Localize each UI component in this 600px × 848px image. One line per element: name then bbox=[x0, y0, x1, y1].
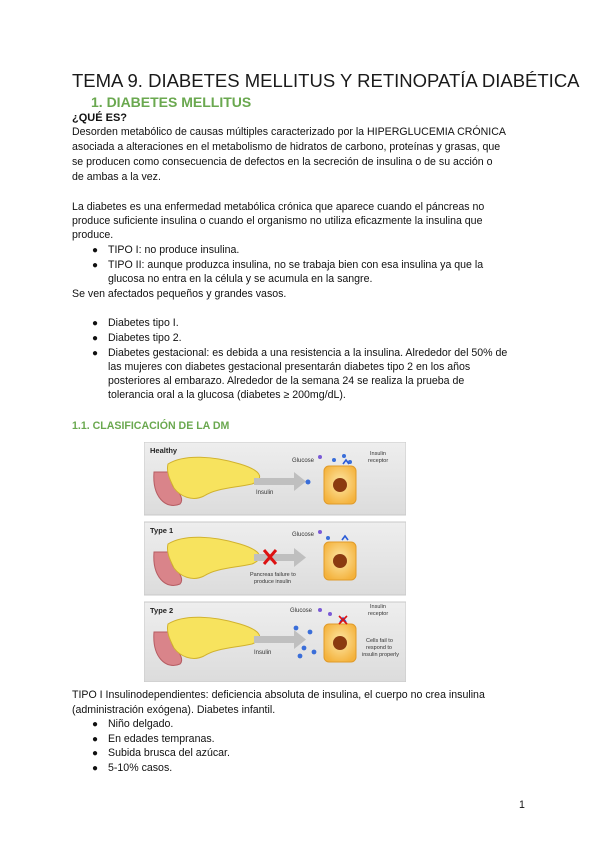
page-title: TEMA 9. DIABETES MELLITUS Y RETINOPATÍA DIABÉTICA bbox=[72, 70, 580, 91]
fig-label-receptor: receptor bbox=[368, 611, 389, 617]
bullet: ● bbox=[92, 763, 99, 774]
fig-label-receptor: Insulin bbox=[370, 451, 386, 457]
fig-label-receptor: receptor bbox=[368, 458, 389, 464]
list-item: 5-10% casos. bbox=[108, 762, 173, 774]
bullet: ● bbox=[92, 348, 99, 359]
bullet: ● bbox=[92, 333, 99, 344]
bullet: ● bbox=[92, 260, 99, 271]
fig-label-failure: produce insulin bbox=[254, 579, 291, 585]
fig-label-receptor: Insulin bbox=[370, 604, 386, 610]
bullet: ● bbox=[92, 318, 99, 329]
paragraph-line: produce. bbox=[72, 229, 114, 241]
fig-label-cells-fail: Cells fail to bbox=[366, 638, 393, 644]
fig-label-glucose: Glucose bbox=[290, 608, 313, 614]
fig-label-healthy: Healthy bbox=[150, 446, 178, 455]
fig-label-glucose: Glucose bbox=[292, 458, 315, 464]
diabetes-types-figure bbox=[144, 442, 406, 682]
list-item-tipo-2-cont: glucosa no entra en la célula y se acumula en la sangre. bbox=[108, 273, 373, 285]
bullet: ● bbox=[92, 734, 99, 745]
paragraph-vasos: Se ven afectados pequeños y grandes vasos. bbox=[72, 288, 287, 300]
panel-type-2 bbox=[144, 602, 406, 682]
fig-label-insulin: Insulin bbox=[254, 650, 272, 656]
list-item: Niño delgado. bbox=[108, 718, 174, 730]
section-heading-diabetes-mellitus: 1. DIABETES MELLITUS bbox=[91, 94, 252, 110]
paragraph-tipo-1-cont: (administración exógena). Diabetes infantil. bbox=[72, 704, 276, 716]
bullet: ● bbox=[92, 748, 99, 759]
definition-line: de ambas a la vez. bbox=[72, 171, 161, 183]
list-item-tipo-1: TIPO I: no produce insulina. bbox=[108, 244, 240, 256]
definition-line: se producen como consecuencia de defectos en la secreción de insulina o de su acción o bbox=[72, 156, 493, 168]
fig-label-cells-fail: insulin properly bbox=[362, 652, 399, 658]
definition-line: asociada a alteraciones en el metabolismo de hidratos de carbono, proteínas y grasas, que bbox=[72, 141, 501, 153]
list-item: Diabetes tipo 2. bbox=[108, 332, 182, 344]
panel-type-1 bbox=[144, 522, 406, 595]
fig-label-type-1: Type 1 bbox=[150, 526, 174, 535]
definition-line: Desorden metabólico de causas múltiples caracterizado por la HIPERGLUCEMIA CRÓNICA bbox=[72, 126, 506, 138]
list-item-tipo-2: TIPO II: aunque produzca insulina, no se trabaja bien con esa insulina ya que la bbox=[108, 259, 484, 271]
fig-label-glucose: Glucose bbox=[292, 532, 315, 538]
list-item: Diabetes tipo I. bbox=[108, 317, 179, 329]
section-heading-clasificacion: 1.1. CLASIFICACIÓN DE LA DM bbox=[72, 420, 230, 432]
fig-label-type-2: Type 2 bbox=[150, 606, 174, 615]
paragraph-tipo-1: TIPO I Insulinodependientes: deficiencia absoluta de insulina, el cuerpo no crea insulina bbox=[72, 689, 485, 701]
list-item: Diabetes gestacional: es debida a una resistencia a la insulina. Alrededor del 50% de bbox=[108, 347, 508, 359]
bullet: ● bbox=[92, 245, 99, 256]
list-item-cont: las mujeres con diabetes gestacional presentarán diabetes tipo 2 en los años bbox=[108, 361, 471, 373]
subheading-que-es: ¿QUÉ ES? bbox=[72, 112, 128, 124]
bullet: ● bbox=[92, 719, 99, 730]
paragraph-line: La diabetes es una enfermedad metabólica crónica que aparece cuando el páncreas no bbox=[72, 201, 485, 213]
fig-label-insulin: Insulin bbox=[256, 490, 274, 496]
fig-label-failure: Pancreas failure to bbox=[250, 572, 296, 578]
paragraph-line: produce suficiente insulina o cuando el organismo no utiliza eficazmente la insulina que bbox=[72, 215, 483, 227]
list-item: En edades tempranas. bbox=[108, 733, 215, 745]
list-item-cont: posteriores al embarazo. Alrededor de la semana 24 se realiza la prueba de bbox=[108, 375, 465, 387]
page-number: 1 bbox=[519, 799, 525, 811]
panel-healthy bbox=[144, 442, 406, 515]
list-item: Subida brusca del azúcar. bbox=[108, 747, 230, 759]
fig-label-cells-fail: respond to bbox=[366, 645, 392, 651]
list-item-cont: tolerancia oral a la glucosa (diabetes ≥ 200mg/dL). bbox=[108, 389, 346, 401]
